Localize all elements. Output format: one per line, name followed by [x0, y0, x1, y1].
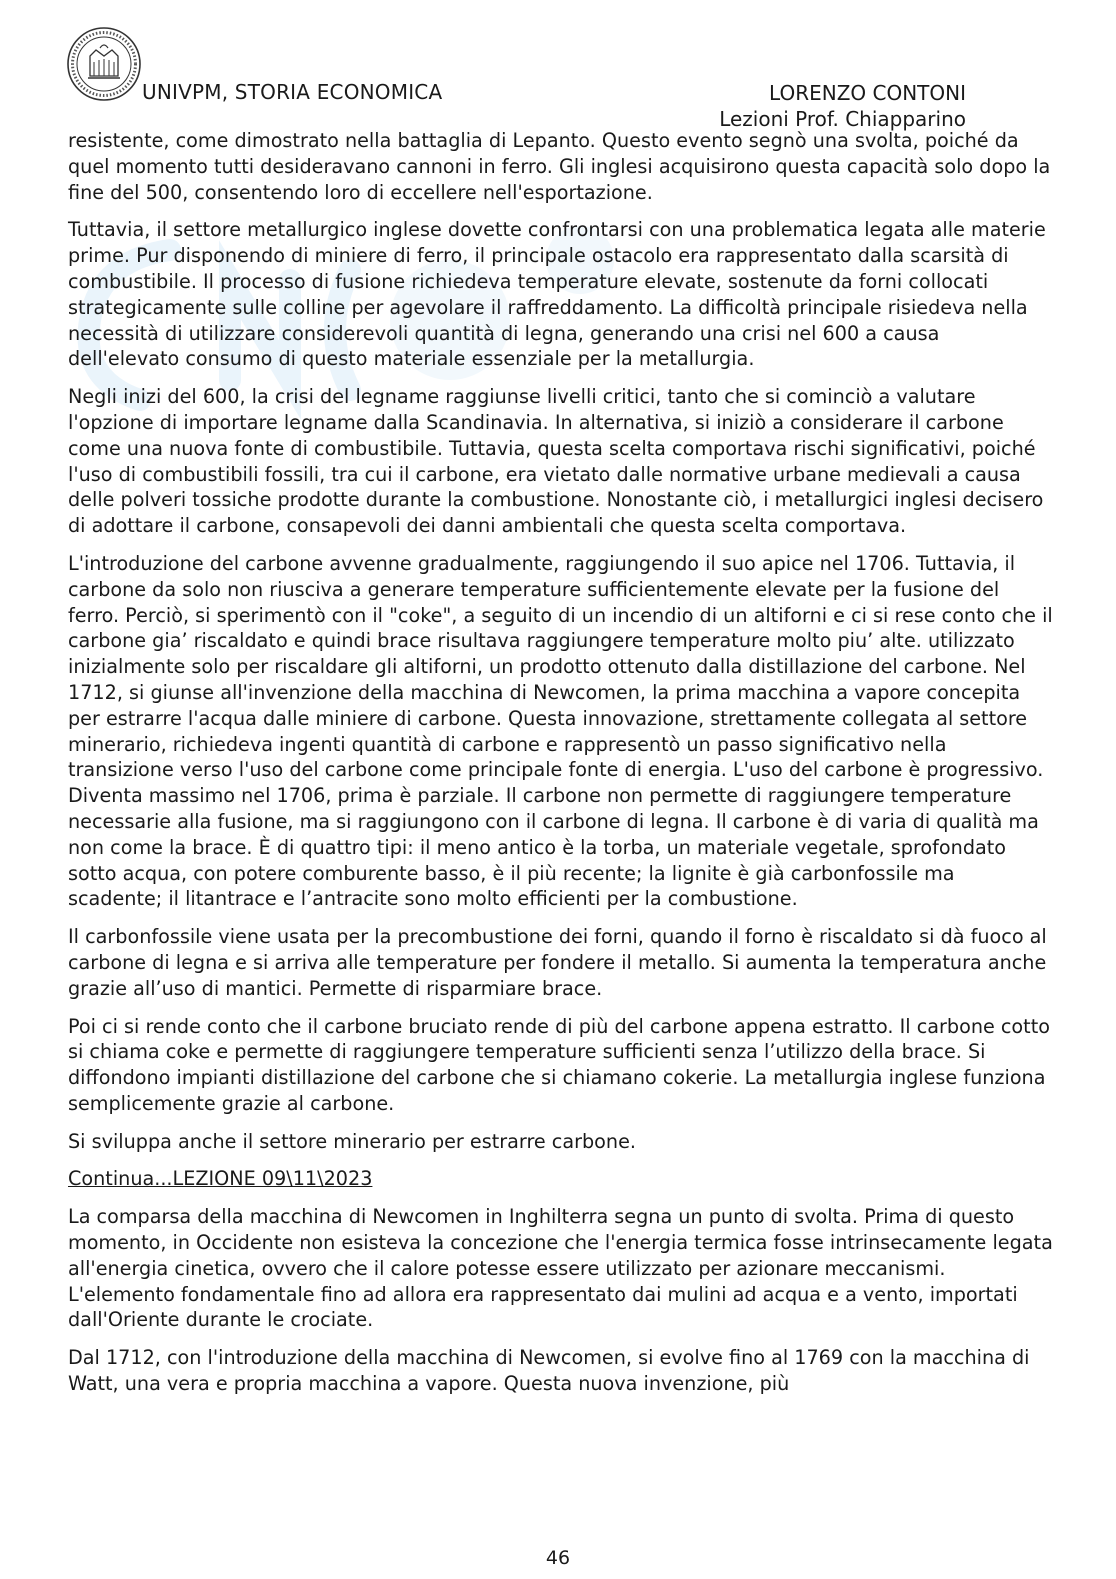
paragraph: Il carbonfossile viene usata per la precombustione dei forni, quando il forno è riscaldato si dà fuoco al carbone di legna e si arriva alle temperature per fondere il metallo. Si aumenta la temperatura anche grazie all’uso di mantici. Permette di risparmiare brace. — [68, 925, 1047, 1000]
paragraph: Negli inizi del 600, la crisi del legname raggiunse livelli critici, tanto che si cominciò a valutare l'opzione di importare legname dalla Scandinavia. In alternativa, si iniziò a considerare il carbone come una nuova fonte di combustibile. Tuttavia, questa scelta comportava rischi significativi, poiché l'uso di combustibili fossili, tra cui il carbone, era vietato dalle normative urbane medievali a causa delle polveri tossiche prodotte durante la combustione. Nonostante ciò, i metallurgici inglesi decisero di adottare il carbone, consapevoli dei danni ambientali che questa scelta comportava. — [68, 385, 1044, 538]
section-heading: Continua...LEZIONE 09\11\2023 — [68, 1167, 373, 1191]
paragraph: resistente, come dimostrato nella battaglia di Lepanto. Questo evento segnò una svolta, poiché da quel momento tutti desideravano cannoni in ferro. Gli inglesi acquisirono questa capacità solo dopo la fine del 500, consentendo loro di eccellere nell'esportazione. — [68, 129, 1051, 204]
paragraph: Dal 1712, con l'introduzione della macchina di Newcomen, si evolve fino al 1769 con la macchina di Watt, una vera e propria macchina a vapore. Questa nuova invenzione, più — [68, 1346, 1030, 1396]
paragraph: La comparsa della macchina di Newcomen in Inghilterra segna un punto di svolta. Prima di questo momento, in Occidente non esisteva la concezione che l'energia termica fosse intrinsecamente legata all'energia cinetica, ovvero che il calore potesse essere utilizzato per azionare meccanismi. L'elemento fondamentale fino ad allora era rappresentato dai mulini ad acqua e a vento, importati dall'Oriente durante le crociate. — [68, 1205, 1053, 1332]
paragraph: Tuttavia, il settore metallurgico inglese dovette confrontarsi con una problematica legata alle materie prime. Pur disponendo di miniere di ferro, il principale ostacolo era rappresentato dalla scarsità di combustibile. Il processo di fusione richiedeva temperature elevate, sostenute da forni collocati strategicamente sulle colline per agevolare il raffreddamento. La difficoltà principale risiedeva nella necessità di utilizzare considerevoli quantità di legna, generando una crisi nel 600 a causa dell'elevato consumo di questo materiale essenziale per la metallurgia. — [68, 218, 1046, 371]
header-course: UNIVPM, STORIA ECONOMICA — [142, 80, 443, 104]
header-author: LORENZO CONTONI — [769, 81, 966, 105]
header-author-block — [719, 80, 966, 132]
page-number: 46 — [545, 1547, 571, 1569]
paragraph: Si sviluppa anche il settore minerario per estrarre carbone. — [68, 1129, 636, 1153]
paragraph: L'introduzione del carbone avvenne gradualmente, raggiungendo il suo apice nel 1706. Tuttavia, il carbone da solo non riusciva a generare temperature sufficientemente elevate per la fusione del ferro. Perciò, si sperimentò con il "coke", a seguito di un incendio di un altiforni e ci si rese conto che il carbone gia’ riscaldato e quindi brace risultava raggiungere temperature molto piu’ alte. utilizzato inizialmente solo per riscaldare gli altiforni, un prodotto ottenuto dalla distillazione del carbone. Nel 1712, si giunse all'invenzione della macchina di Newcomen, la prima macchina a vapore concepita per estrarre l'acqua dalle miniere di carbone. Questa innovazione, strettamente collegata al settore minerario, richiedeva ingenti quantità di carbone e rappresentò un passo significativo nella transizione verso l'uso del carbone come principale fonte di energia. L'uso del carbone è progressivo. Diventa massimo nel 1706, prima è parziale. Il carbone non permette di raggiungere temperature necessarie alla fusione, ma si raggiungono con il carbone di legna. Il carbone è di varia di qualità ma non come la brace. È di quattro tipi: il meno antico è la torba, un materiale vegetale, sprofondato sotto acqua, con potere comburente basso, è il più recente; la lignite è già carbonfossile ma scadente; il litantrace e l’antracite sono molto efficienti per la combustione. — [68, 551, 1053, 911]
paragraph: Poi ci si rende conto che il carbone bruciato rende di più del carbone appena estratto. Il carbone cotto si chiama coke e permette di raggiungere temperature sufficienti senza l’utilizzo della brace. Si diffondono impianti distillazione del carbone che si chiamano cokerie. La metallurgia inglese funziona semplicemente grazie al carbone. — [68, 1014, 1050, 1115]
university-seal-icon — [66, 26, 142, 102]
document-body — [68, 128, 1053, 1409]
header-professor: Lezioni Prof. Chiapparino — [719, 107, 966, 131]
